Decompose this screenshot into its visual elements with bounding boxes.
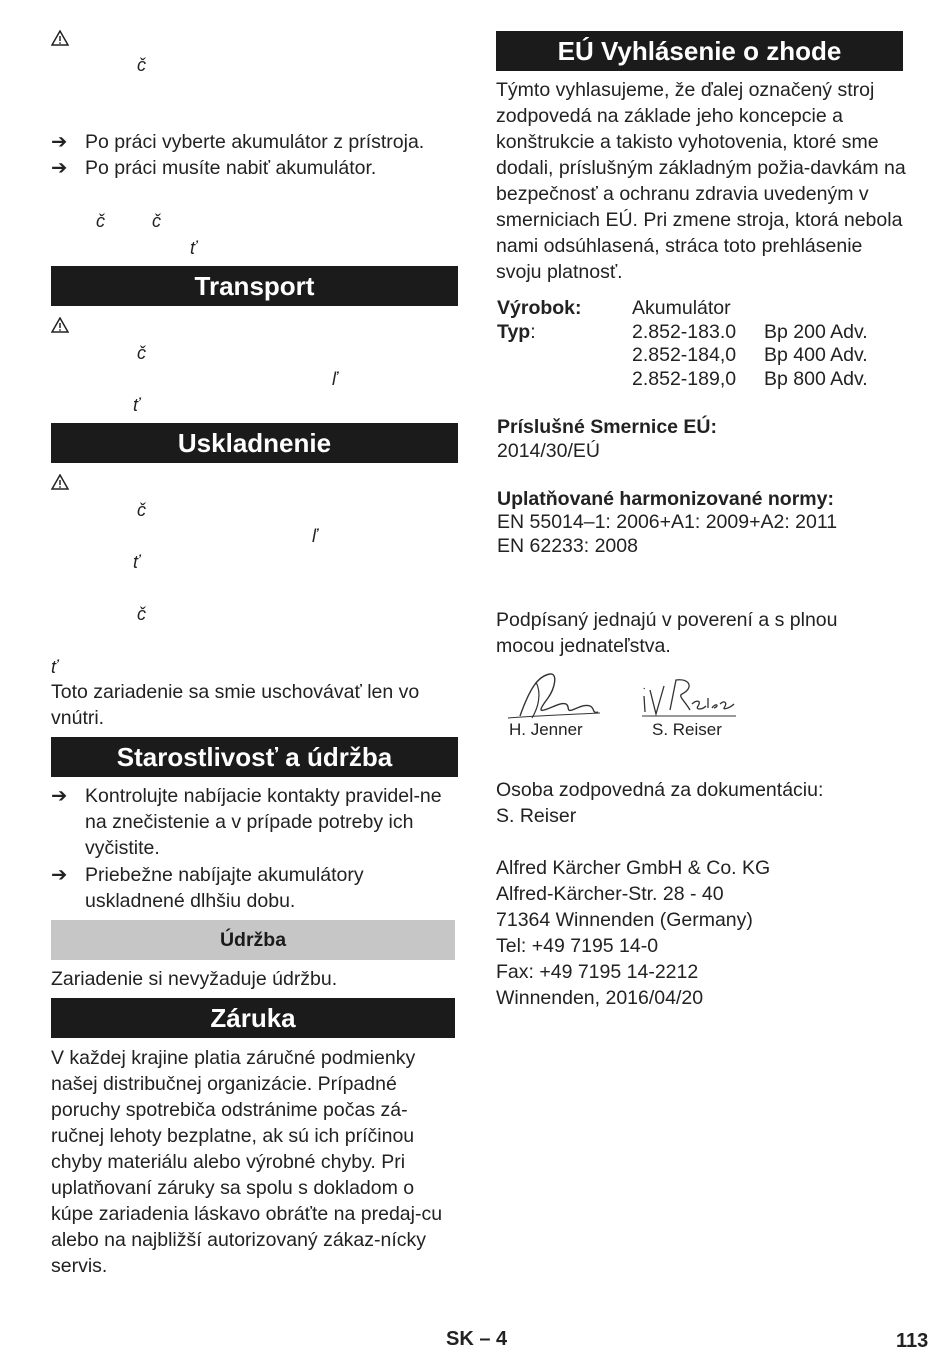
storage-text: Toto zariadenie sa smie uschovávať len vo vnútri. (51, 681, 420, 729)
page-number: 113 (896, 1330, 929, 1352)
product-label: Výrobok: (497, 297, 582, 319)
signature-reiser (640, 674, 740, 719)
text-fragment: č (137, 500, 146, 520)
text-fragment: ľ (332, 369, 338, 389)
type-code: 2.852-189,0 (632, 368, 737, 390)
type-model: Bp 200 Adv. (764, 321, 868, 343)
signed-text: Podpísaný jednajú v poverení a s plnou mocou jednateľstva. (496, 609, 838, 657)
arrow-right-icon: ➔ (51, 131, 68, 153)
subsection-header-maintenance: Údržba (51, 920, 455, 960)
arrow-right-icon: ➔ (51, 864, 68, 886)
text-fragment: ť (133, 552, 140, 572)
type-model: Bp 400 Adv. (764, 344, 868, 366)
text-fragment: č (96, 211, 105, 231)
list-item: ➔ Priebežne nabíjajte akumulátory uskladnené dlhšiu dobu. (51, 864, 364, 912)
eu-declaration-text: Týmto vyhlasujeme, že ďalej označený stroj zodpovedá na základe jeho koncepcie a konštrukcie a takisto vyhotovenia, ktoré sme dodali, príslušným základným požia-davkám na bezpečnosť a ochranu zdravia uvedeným v smerniciach EÚ. Pri zmene stroja, ktorá nebola nami odsúhlasená, stráca toto prehlásenie svoju platnosť. (496, 79, 906, 283)
documentation-person: S. Reiser (496, 805, 577, 827)
text-fragment: ť (51, 657, 58, 677)
address-line: Alfred Kärcher GmbH & Co. KG (496, 857, 771, 879)
documentation-person-label: Osoba zodpovedná za dokumentáciu: (496, 779, 824, 801)
type-code: 2.852-184,0 (632, 344, 737, 366)
norm-item: EN 55014–1: 2006+A1: 2009+A2: 2011 (497, 511, 838, 533)
section-header-care: Starostlivosť a údržba (51, 737, 458, 777)
arrow-right-icon: ➔ (51, 785, 68, 807)
type-model: Bp 800 Adv. (764, 368, 868, 390)
norm-item: EN 62233: 2008 (497, 535, 638, 557)
text-fragment: ľ (312, 526, 318, 546)
list-item: ➔ Kontrolujte nabíjacie kontakty pravidel-ne na znečistenie a v prípade potreby ich vyčistite. (51, 785, 442, 859)
section-header-eu-declaration: EÚ Vyhlásenie o zhode (496, 31, 903, 71)
product-value: Akumulátor (632, 297, 731, 319)
signature-jenner (500, 668, 610, 723)
list-item: ➔ Po práci musíte nabiť akumulátor. (51, 157, 377, 179)
address-line: 71364 Winnenden (Germany) (496, 909, 753, 931)
warning-icon (51, 317, 69, 333)
directives-label: Príslušné Smernice EÚ: (497, 416, 718, 438)
footer-section-number: SK – 4 (446, 1328, 508, 1350)
list-item: ➔ Po práci vyberte akumulátor z prístroja. (51, 131, 425, 153)
address-line: Winnenden, 2016/04/20 (496, 987, 704, 1009)
address-line: Tel: +49 7195 14-0 (496, 935, 659, 957)
text-fragment: ť (133, 395, 140, 415)
type-code: 2.852-183.0 (632, 321, 737, 343)
maintenance-text: Zariadenie si nevyžaduje údržbu. (51, 968, 338, 990)
directives-value: 2014/30/EÚ (497, 440, 600, 462)
section-header-storage: Uskladnenie (51, 423, 458, 463)
warning-icon (51, 474, 69, 490)
address-line: Alfred-Kärcher-Str. 28 - 40 (496, 883, 724, 905)
warning-icon (51, 30, 69, 46)
section-header-warranty: Záruka (51, 998, 455, 1038)
section-header-transport: Transport (51, 266, 458, 306)
address-line: Fax: +49 7195 14-2212 (496, 961, 699, 983)
text-fragment: č (152, 211, 161, 231)
text-fragment: č (137, 55, 146, 75)
text-fragment: č (137, 604, 146, 624)
norms-label: Uplatňované harmonizované normy: (497, 488, 834, 510)
text-fragment: ť (190, 238, 197, 258)
arrow-right-icon: ➔ (51, 157, 68, 179)
type-label: Typ: (497, 321, 536, 343)
signer-name: H. Jenner (509, 720, 583, 739)
warranty-text: V každej krajine platia záručné podmienky našej distribučnej organizácie. Prípadné poruchy spotrebiča odstránime počas zá-ručnej lehoty bezplatne, ak sú ich príčinou chyby materiálu alebo výrobné chyby. Pri uplatňovaní záruky sa spolu s dokladom o kúpe zariadenia láskavo obráťte na predaj-cu alebo na najbližší autorizovaný zákaz-nícky servis. (51, 1047, 443, 1277)
text-fragment: č (137, 343, 146, 363)
signer-name: S. Reiser (652, 720, 722, 739)
